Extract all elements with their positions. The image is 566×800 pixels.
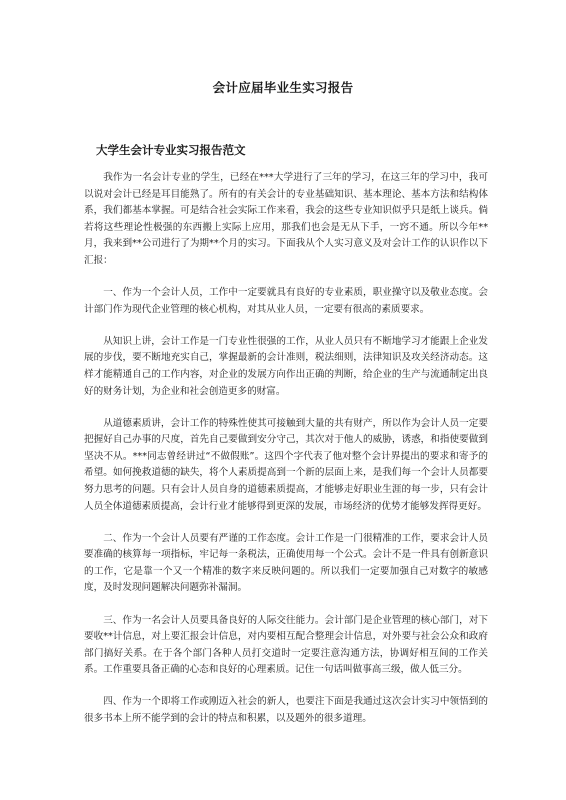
document-title: 会计应届毕业生实习报告 [212,80,354,95]
paragraph-point-one: 一、作为一个会计人员，工作中一定要就具有良好的专业素质，职业操守以及敬业态度。会计部门作为现代企业管理的核心机构，对其从业人员，一定要有很高的素质要求。 [84,287,488,315]
paragraph-knowledge: 从知识上讲，会计工作是一门专业性很强的工作，从业人员只有不断地学习才能跟上企业发展的步伐，要不断地充实自己，掌握最新的会计准则，税法细则，法律知识及攻关经济动态。这样才能精通自己的工作内容，对企业的发展方向作出正确的判断，给企业的生产与流通制定出良好的财务计划，为企业和社会创造更多的财富。 [84,335,488,397]
paragraph-point-four: 四、作为一个即将工作或刚迈入社会的新人，也要注下面是我通过这次会计实习中领悟到的很多书本上所不能学到的会计的特点和积累，以及题外的很多道理。 [84,696,488,725]
paragraph-intro: 我作为一名会计专业的学生，已经在***大学进行了三年的学习，在这三年的学习中，我可以说对会计已经是耳目能熟了。所有的有关会计的专业基础知识、基本理论、基本方法和结构体系，我们都基本掌握。可是结合社会实际工作来看，我会的这些专业知识似乎只是纸上谈兵。倘若将这些理论性极强的东西搬上实际上应用，那我们也会是无从下手，一窍不通。所以今年**月，我来到**公司进行了为期**个月的实习。下面我从个人实习意义及对会计工作的认识作以下汇报： [84,172,488,266]
paragraph-point-three: 三、作为一名会计人员要具备良好的人际交往能力。会计部门是企业管理的核心部门，对下要收**计信息，对上要汇报会计信息，对内要相互配合整理会计信息，对外要与社会公众和政府部门搞好关系。在于各个部门各种人员打交道时一定要注意沟通方法，协调好相互间的工作关系。工作重要具备正确的心态和良好的心理素质。记住一句话叫做事高三级，做人低三分。 [84,614,488,676]
paragraph-ethics: 从道德素质讲，会计工作的特殊性使其可接触到大量的共有财产，所以作为会计人员一定要把握好自己办事的尺度，首先自己要做到安分守己，其次对于他人的威胁，诱惑，和指使要做到坚决不从。***同志曾经讲过“不做假账”。这四个字代表了他对整个会计界提出的要求和寄予的希望。如何挽救道德的缺失，将个人素质提高到一个新的层面上来，是我们每一个会计人员都要努力思考的问题。只有会计人员自身的道德素质提高，才能够走好职业生涯的每一步，只有会计人员全体道德素质提高，会计行业才能够得到更深的发展，市场经济的优势才能够发挥得更好。 [84,417,488,512]
paragraph-point-two: 二、作为一个会计人员要有严谨的工作态度。会计工作是一门很精准的工作，要求会计人员要准确的核算每一项指标，牢记每一条税法，正确使用每一个公式。会计不是一件具有创新意识的工作，它是靠一个又一个精准的数字来反映问题的。所以我们一定要加强自己对数字的敏感度，及时发现问题解决问题弥补漏洞。 [84,532,488,594]
document-subtitle: 大学生会计专业实习报告范文 [96,143,246,157]
document-body [84,170,488,743]
